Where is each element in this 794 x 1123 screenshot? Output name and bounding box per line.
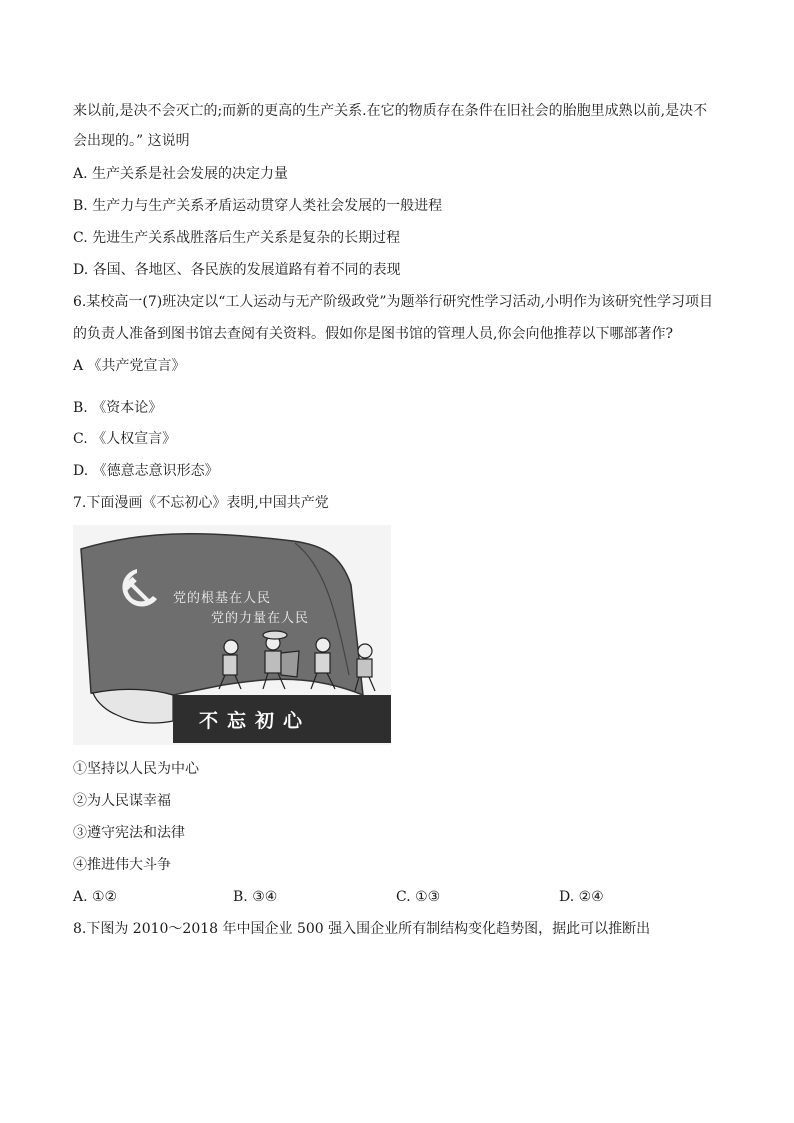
q5-option-c: C. 先进生产关系战胜落后生产关系是复杂的长期过程 — [73, 230, 401, 246]
q7-statement-4: ④推进伟大斗争 — [73, 857, 171, 873]
q5-stem-line-2: 会出现的。” 这说明 — [73, 133, 190, 149]
pointing-hand — [93, 689, 173, 723]
q7-choice-d: D. ②④ — [559, 889, 604, 905]
q5-option-a: A. 生产关系是社会发展的决定力量 — [73, 166, 289, 182]
flag-slogan-line-2: 党的力量在人民 — [211, 611, 310, 626]
q5-option-d: D. 各国、各地区、各民族的发展道路有着不同的表现 — [73, 262, 401, 278]
q6-option-d: D. 《德意志意识形态》 — [73, 463, 219, 479]
cartoon-bu-wang-chu-xin — [73, 525, 391, 745]
band-slogan: 不忘初心 — [199, 710, 312, 732]
q7-statement-1: ①坚持以人民为中心 — [73, 761, 199, 777]
q7-statement-2: ②为人民谋幸福 — [73, 793, 171, 809]
q7-choices — [73, 887, 723, 907]
q6-option-b: B. 《资本论》 — [73, 400, 163, 416]
q7-stem: 7.下面漫画《不忘初心》表明,中国共产党 — [73, 495, 329, 511]
q6-stem-line-1: 6.某校高一(7)班决定以“工人运动与无产阶级政党”为题举行研究性学习活动,小明作为该研究性学习项目 — [73, 294, 713, 310]
q7-choice-b: B. ③④ — [233, 889, 278, 905]
q6-option-c: C. 《人权宣言》 — [73, 431, 177, 447]
q7-choice-a: A. ①② — [73, 889, 118, 905]
q6-option-a: A 《共产党宣言》 — [73, 358, 186, 374]
q7-statement-3: ③遵守宪法和法律 — [73, 825, 185, 841]
q7-choice-c: C. ①③ — [396, 889, 441, 905]
q8-stem: 8.下图为 2010～2018 年中国企业 500 强入围企业所有制结构变化趋势图，据此可以推断出 — [73, 921, 651, 937]
flag-slogan-line-1: 党的根基在人民 — [173, 591, 272, 606]
q5-stem-line-1: 来以前,是决不会灭亡的;而新的更高的生产关系.在它的物质存在条件在旧社会的胎胞里成熟以前,是决不 — [73, 103, 708, 119]
q6-stem-line-2: 的负责人准备到图书馆去查阅有关资料。假如你是图书馆的管理人员,你会向他推荐以下哪部著作? — [73, 326, 673, 342]
q5-option-b: B. 生产力与生产关系矛盾运动贯穿人类社会发展的一般进程 — [73, 198, 443, 214]
